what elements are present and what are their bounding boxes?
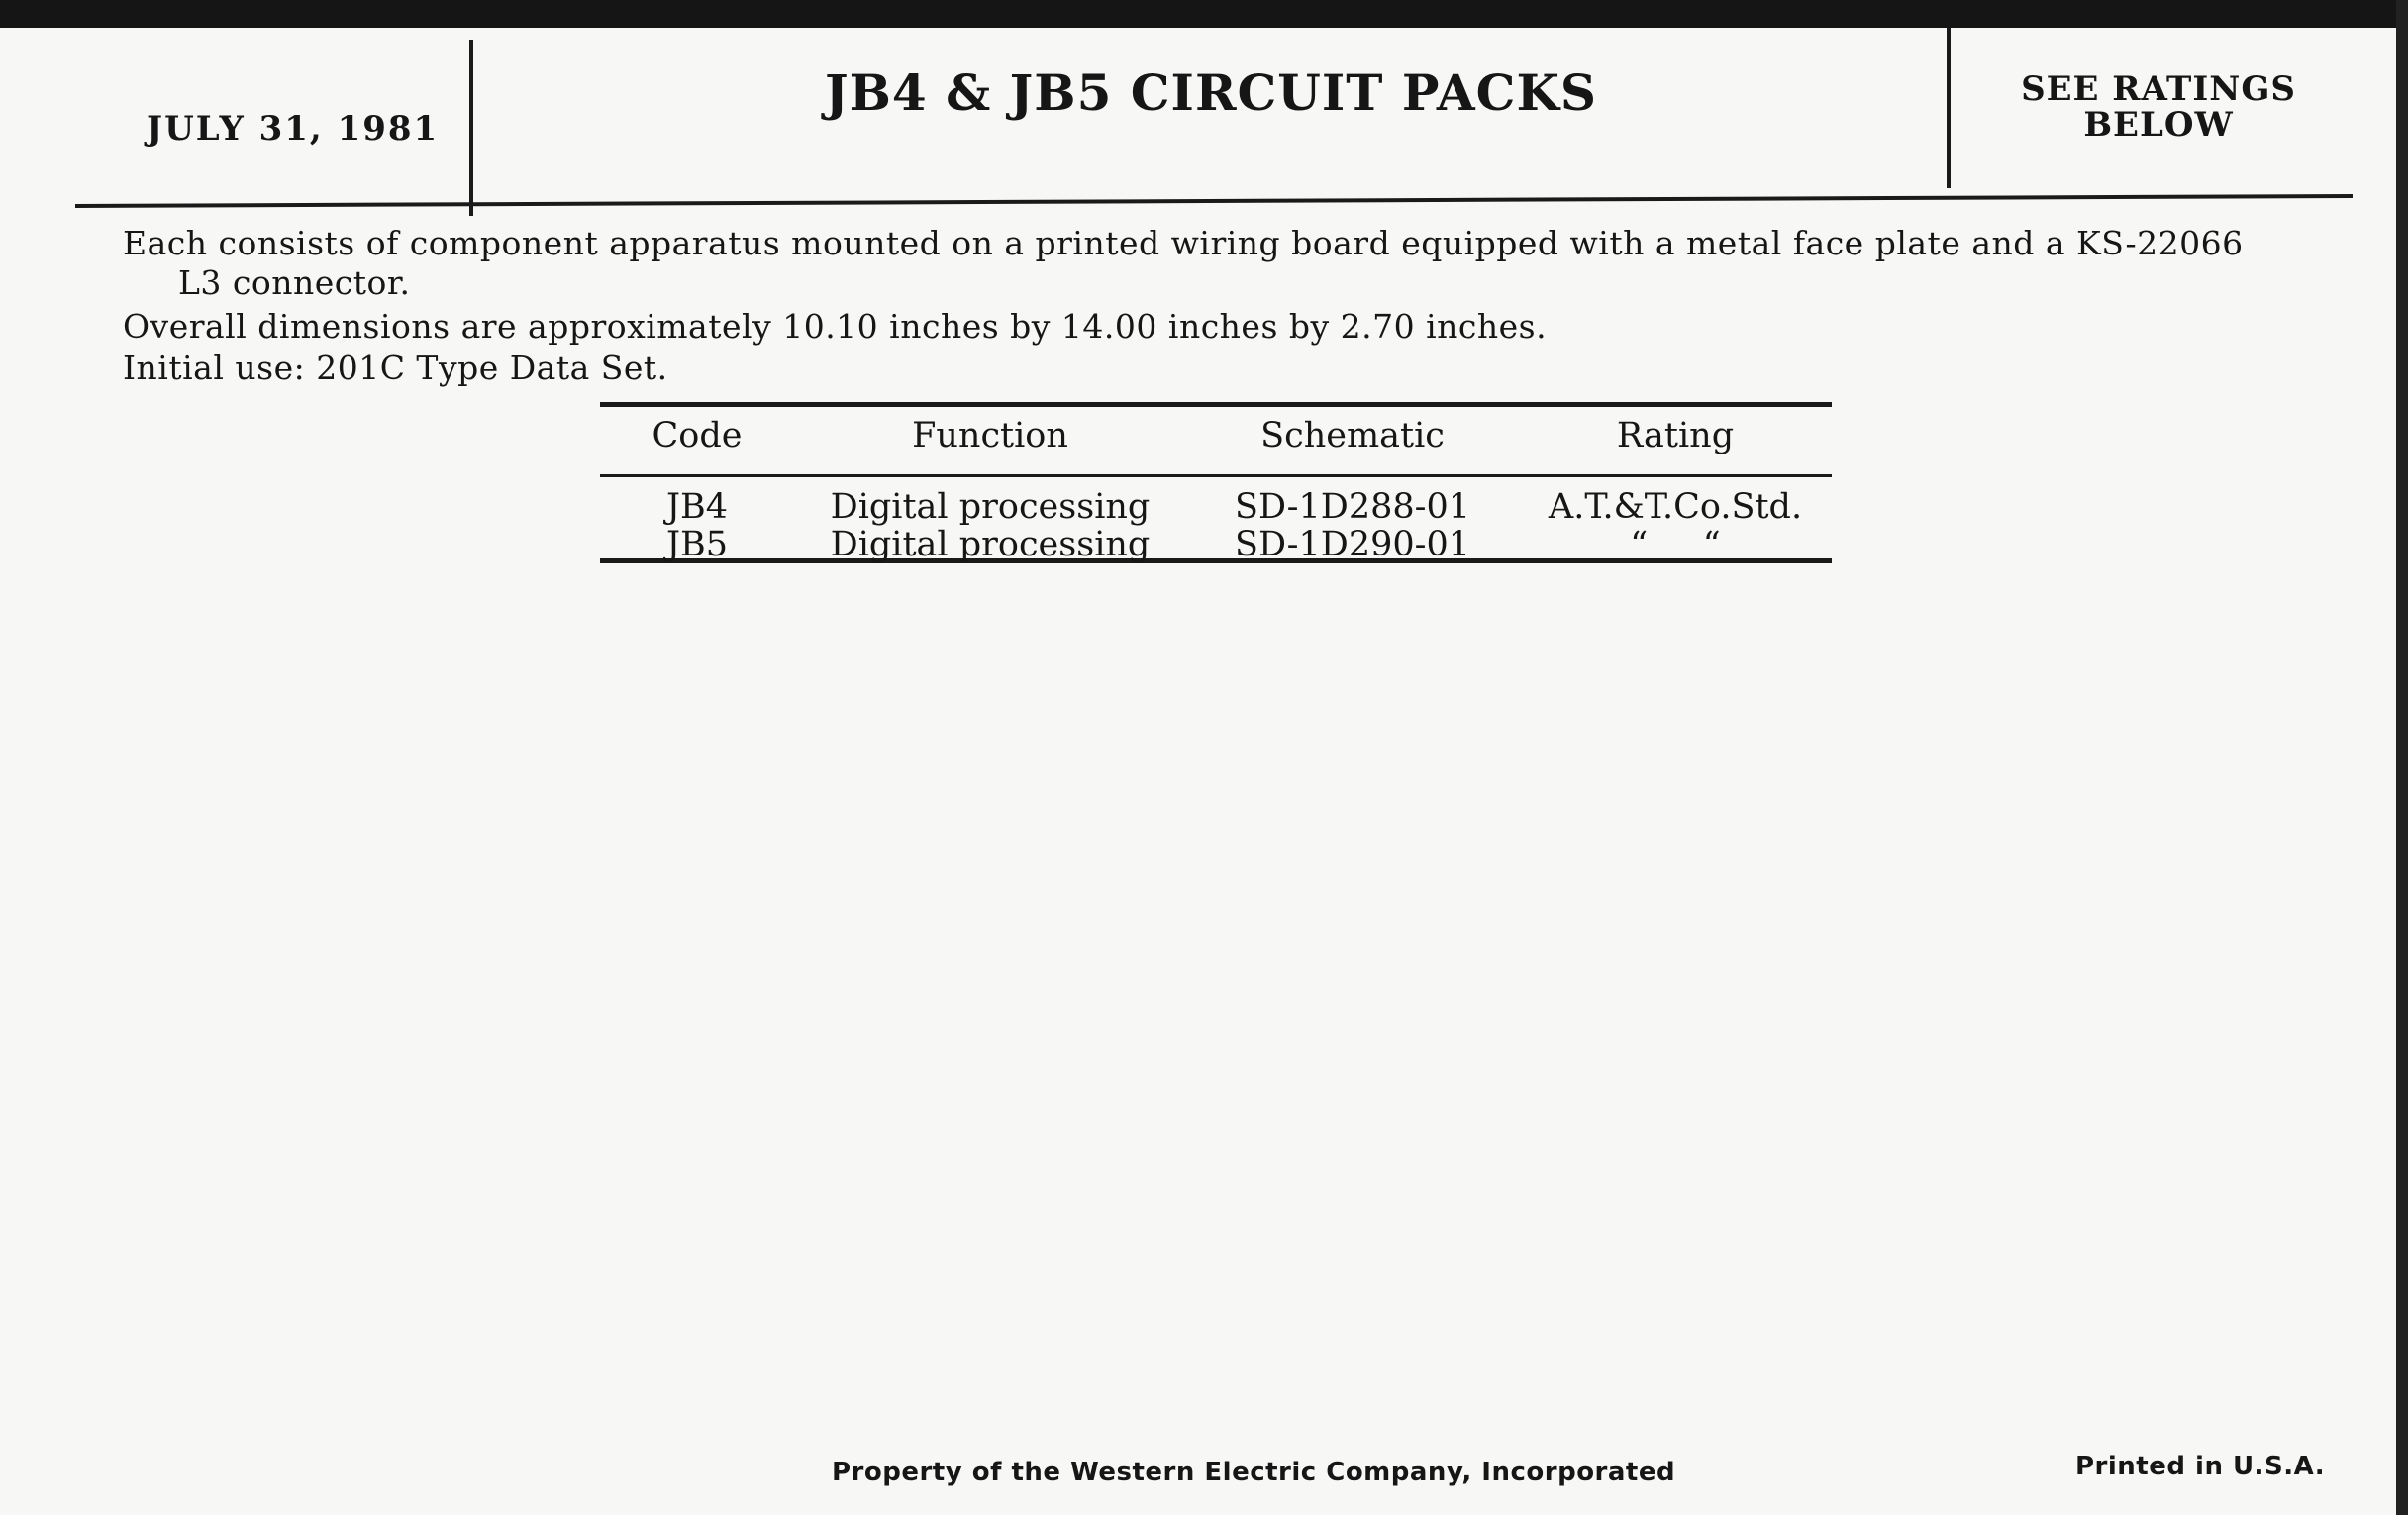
table-header-row bbox=[600, 412, 1832, 463]
cell-rating: A.T.&T.Co.Std. bbox=[1548, 487, 1803, 527]
description-paragraph bbox=[123, 224, 2351, 303]
cell-schematic: SD-1D290-01 bbox=[1234, 525, 1470, 564]
table-row bbox=[600, 487, 1832, 527]
ratings-line-1: SEE RATINGS bbox=[2021, 69, 2296, 109]
issue-date: JULY 31, 1981 bbox=[147, 109, 440, 149]
cell-code: JB5 bbox=[665, 525, 729, 564]
cell-function: Digital processing bbox=[830, 487, 1151, 527]
description-line-1: Each consists of component apparatus mounted on a printed wiring board equipped with a metal face plate and a KS-22066 bbox=[123, 224, 2244, 262]
cell-rating: “ “ bbox=[1630, 525, 1721, 564]
scan-edge bbox=[2396, 0, 2408, 1515]
ratings-note bbox=[1951, 71, 2366, 143]
page-title: JB4 & JB5 CIRCUIT PACKS bbox=[824, 63, 1598, 122]
table-row bbox=[600, 463, 1832, 487]
column-header-function: Function bbox=[912, 416, 1068, 455]
printed-notice: Printed in U.S.A. bbox=[2075, 1452, 2326, 1481]
property-notice: Property of the Western Electric Company, Incorporated bbox=[832, 1458, 1676, 1487]
description-line-2: L3 connector. bbox=[178, 263, 411, 302]
header-rule bbox=[75, 194, 2353, 208]
column-header-rating: Rating bbox=[1616, 416, 1735, 455]
table-top-rule bbox=[600, 402, 1832, 407]
dimensions-text: Overall dimensions are approximately 10.10 inches by 14.00 inches by 2.70 inches. bbox=[123, 307, 1548, 346]
cell-code: JB4 bbox=[665, 487, 729, 527]
initial-use-text: Initial use: 201C Type Data Set. bbox=[123, 349, 668, 387]
ratings-line-2: BELOW bbox=[2083, 105, 2234, 145]
catalog-card bbox=[0, 28, 2396, 1515]
cell-function: Digital processing bbox=[830, 525, 1151, 564]
cell-schematic: SD-1D288-01 bbox=[1234, 487, 1470, 527]
circuit-pack-table bbox=[600, 412, 1832, 562]
column-header-schematic: Schematic bbox=[1260, 416, 1445, 455]
column-header-code: Code bbox=[652, 416, 743, 455]
table-row bbox=[600, 527, 1832, 562]
